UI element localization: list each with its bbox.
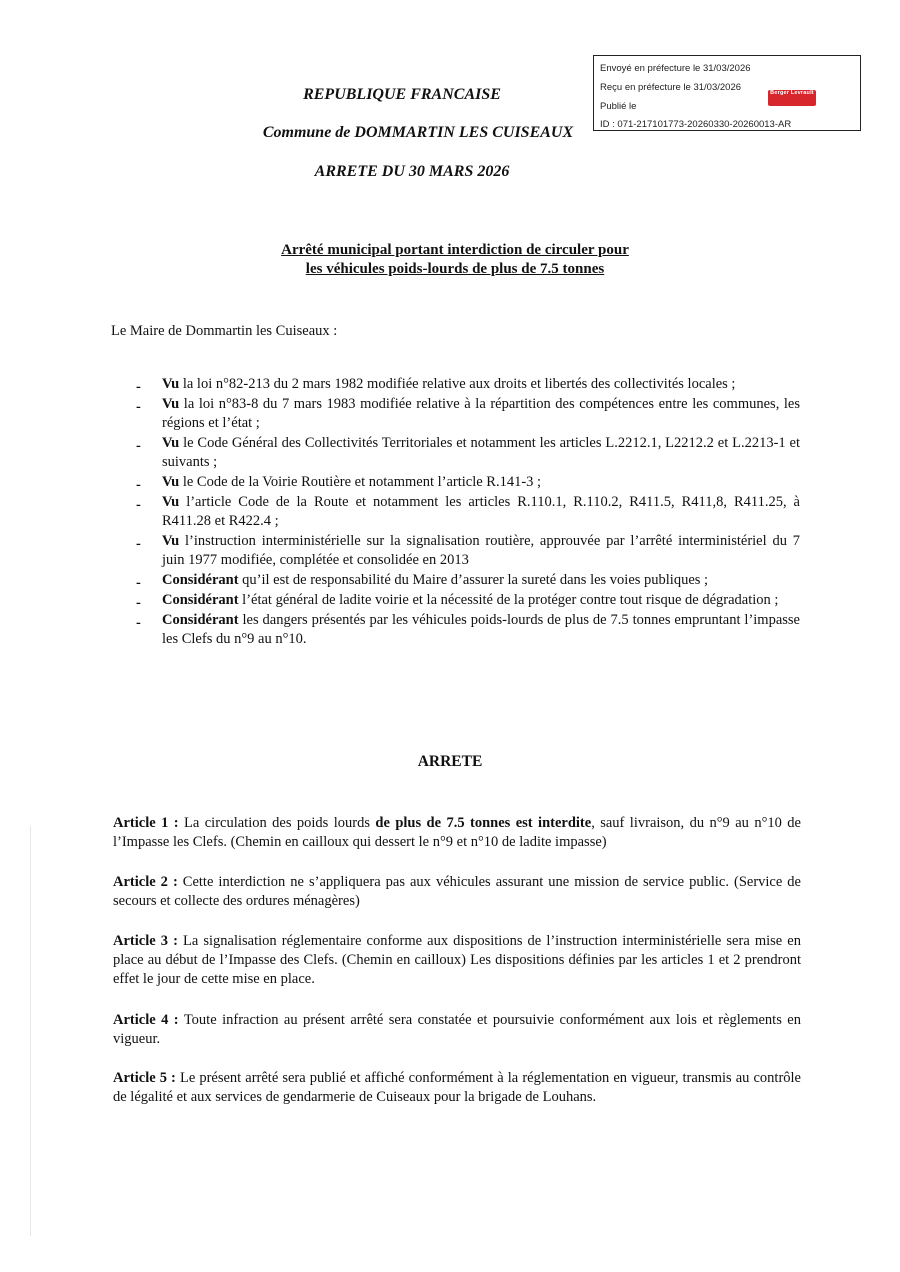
- list-item-text: la loi n°82-213 du 2 mars 1982 modifiée relative aux droits et libertés des collectivités locales ;: [179, 376, 736, 392]
- list-item: [136, 591, 800, 610]
- intro-text: Le Maire de Dommartin les Cuiseaux :: [111, 323, 338, 339]
- header-arrete-date: ARRETE DU 30 MARS 2026: [314, 163, 510, 180]
- article-3: [113, 932, 801, 989]
- stamp-sent: Envoyé en préfecture le 31/03/2026: [600, 63, 751, 74]
- article-2-label: Article 2 :: [113, 874, 178, 890]
- considerations-list: [136, 375, 800, 650]
- article-3-text: La signalisation réglementaire conforme aux dispositions de l’instruction interministérielle sera mise en place au début de l’Impasse des Clefs. (Chemin en cailloux) Les dispositions définies par les articles 1 et 2 prendront effet le jour de cette mise en place.: [113, 933, 801, 987]
- list-item-lead: Vu: [162, 376, 180, 392]
- article-5-text: Le présent arrêté sera publié et affiché conformément à la réglementation en vigueur, transmis au contrôle de légalité et aux services de gendarmerie de Cuiseaux pour la brigade de Louhans.: [113, 1070, 801, 1105]
- list-item: [136, 375, 800, 394]
- list-item-text: les dangers présentés par les véhicules poids-lourds de plus de 7.5 tonnes empruntant l’impasse les Clefs du n°9 au n°10.: [162, 612, 800, 647]
- article-5-label: Article 5 :: [113, 1070, 176, 1086]
- stamp-id: ID : 071-217101773-20260330-20260013-AR: [600, 119, 792, 130]
- stamp-received: Reçu en préfecture le 31/03/2026: [600, 82, 742, 93]
- list-item: [136, 571, 800, 590]
- article-5: [113, 1069, 801, 1107]
- list-item-lead: Vu: [162, 435, 180, 451]
- document-title: [5, 241, 900, 279]
- article-1: [113, 814, 801, 852]
- list-item: [136, 532, 800, 570]
- scan-margin-line: [30, 826, 31, 1236]
- article-2: [113, 873, 801, 911]
- list-item-text: la loi n°83-8 du 7 mars 1983 modifiée relative à la répartition des compétences entre les communes, les régions et l’état ;: [162, 396, 800, 431]
- arrete-heading: ARRETE: [417, 753, 483, 770]
- title-line-2: les véhicules poids-lourds de plus de 7.5 tonnes: [305, 261, 605, 277]
- list-item-text: l’instruction interministérielle sur la signalisation routière, approuvée par l’arrêté interministériel du 7 juin 1977 modifiée, complétée et consolidée en 2013: [162, 533, 800, 568]
- article-1-text-pre: La circulation des poids lourds: [178, 815, 376, 831]
- title-line-1: Arrêté municipal portant interdiction de circuler pour: [281, 242, 629, 258]
- list-item-lead: Considérant: [162, 572, 239, 588]
- list-item-text: le Code Général des Collectivités Territoriales et notamment les articles L.2212.1, L2212.2 et L.2213-1 et suivants ;: [162, 435, 800, 470]
- list-item-lead: Vu: [162, 396, 180, 412]
- article-3-label: Article 3 :: [113, 933, 178, 949]
- article-1-text-post: , sauf livraison, du n°9 au n°10 de l’Impasse les Clefs. (Chemin en cailloux qui dessert le n°9 et n°10 de ladite impasse): [113, 815, 801, 850]
- list-item: [136, 395, 800, 433]
- article-4-text: Toute infraction au présent arrêté sera constatée et poursuivie conformément aux lois et règlements en vigueur.: [113, 1012, 801, 1047]
- list-item: [136, 611, 800, 649]
- list-item-lead: Considérant: [162, 592, 239, 608]
- list-item-lead: Vu: [162, 533, 180, 549]
- prefecture-stamp: [593, 55, 861, 131]
- stamp-published: Publié le: [600, 101, 637, 112]
- list-item: [136, 493, 800, 531]
- list-item: [136, 473, 800, 492]
- list-item-text: l’article Code de la Route et notamment les articles R.110.1, R.110.2, R411.5, R411,8, R411.25, à R411.28 et R422.4 ;: [162, 494, 800, 529]
- list-item-text: le Code de la Voirie Routière et notamment l’article R.141-3 ;: [179, 474, 542, 490]
- berger-levrault-logo: Berger Levrault: [768, 90, 816, 106]
- list-item-lead: Vu: [162, 494, 180, 510]
- article-2-text: Cette interdiction ne s’appliquera pas aux véhicules assurant une mission de service public. (Service de secours et collecte des ordures ménagères): [113, 874, 801, 909]
- list-item-text: l’état général de ladite voirie et la nécessité de la protéger contre tout risque de dégradation ;: [238, 592, 779, 608]
- list-item-lead: Considérant: [162, 612, 239, 628]
- list-item: [136, 434, 800, 472]
- list-item-text: qu’il est de responsabilité du Maire d’assurer la sureté dans les voies publiques ;: [238, 572, 709, 588]
- header-republic: REPUBLIQUE FRANCAISE: [303, 86, 501, 103]
- article-1-label: Article 1 :: [113, 815, 179, 831]
- header-commune: Commune de DOMMARTIN LES CUISEAUX: [262, 124, 574, 141]
- article-4: [113, 1011, 801, 1049]
- list-item-lead: Vu: [162, 474, 180, 490]
- article-4-label: Article 4 :: [113, 1012, 179, 1028]
- article-1-text-bold: de plus de 7.5 tonnes est interdite: [375, 815, 592, 831]
